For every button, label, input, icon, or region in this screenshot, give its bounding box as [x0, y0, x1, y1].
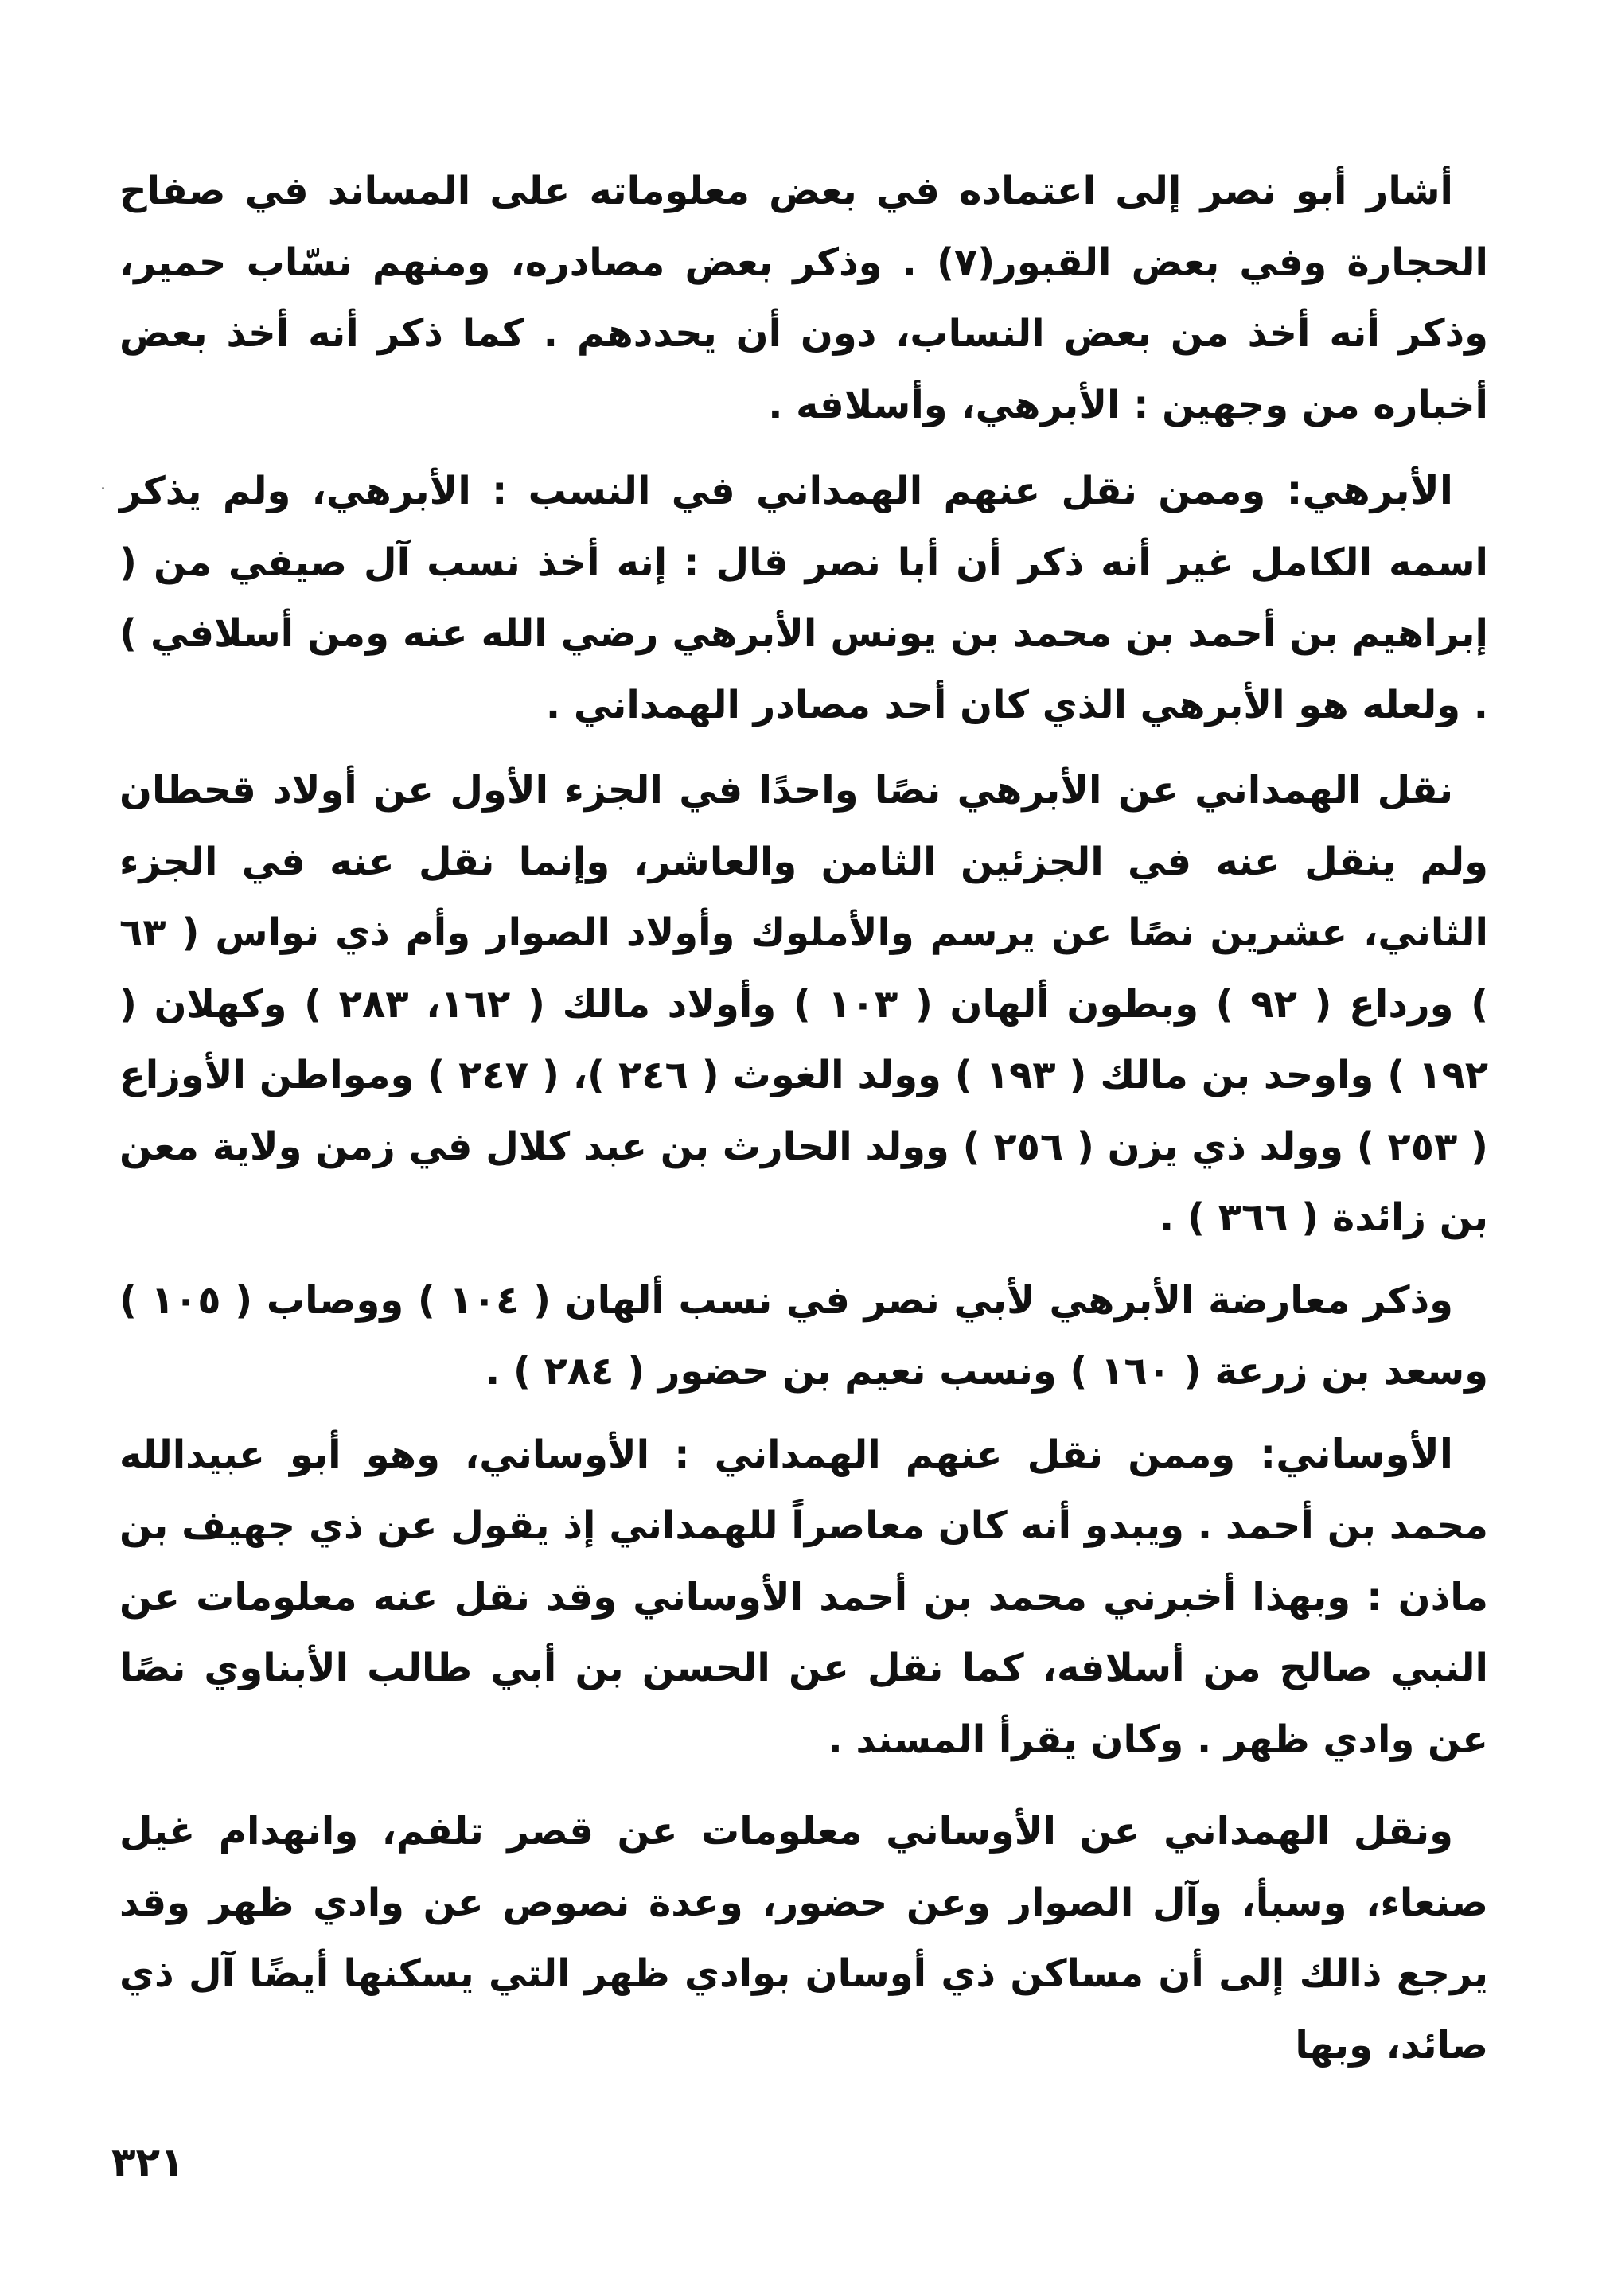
paragraph-4 — [119, 1265, 1488, 1408]
paragraph-1-text: أشار أبو نصر إلى اعتماده في بعض معلوماته على المساند في صفاح الحجارة وفي بعض القبور(٧) . وذكر بعض مصادره، ومنهم نسّاب حمير، وذكر أنه أخذ من بعض النساب، دون أن يحددهم . كما ذكر أنه أخذ بعض أخباره من وجهين : الأبرهي، وأسلافه . — [119, 169, 1488, 427]
paragraph-2-text: وممن نقل عنهم الهمداني في النسب : الأبرهي، ولم يذكر اسمه الكامل غير أنه ذكر أن أبا نصر قال : إنه أخذ نسب آل صيفي من ( إبراهيم بن أحمد بن محمد بن يونس الأبرهي رضي الله عنه ومن أسلافي ) . ولعله هو الأبرهي الذي كان أحد مصادر الهمداني . — [119, 469, 1488, 727]
paragraph-4-text: وذكر معارضة الأبرهي لأبي نصر في نسب ألهان ( ١٠٤ ) ووصاب ( ١٠٥ ) وسعد بن زرعة ( ١٦٠ ) ونسب نعيم بن حضور ( ٢٨٤ ) . — [119, 1277, 1488, 1394]
paragraph-5-lead: الأوساني: — [1260, 1430, 1453, 1477]
paragraph-3-text: نقل الهمداني عن الأبرهي نصًا واحدًا في الجزء الأول عن أولاد قحطان ولم ينقل عنه في الجزئين الثامن والعاشر، وإنما نقل عنه في الجزء الثاني، عشرين نصًا عن يرسم والأملوك وأولاد الصوار وأم ذي نواس ( ٦٣ ) ورداع ( ٩٢ ) وبطون ألهان ( ١٠٣ ) وأولاد مالك ( ١٦٢، ٢٨٣ ) وكهلان ( ١٩٢ ) واوحد بن مالك ( ١٩٣ ) وولد الغوث ( ٢٤٦ )، ( ٢٤٧ ) ومواطن الأوزاع ( ٢٥٣ ) وولد ذي يزن ( ٢٥٦ ) وولد الحارث بن عبد كلال في زمن ولاية معن بن زائدة ( ٣٦٦ ) . — [119, 768, 1489, 1240]
margin-dot — [102, 487, 104, 489]
paragraph-6 — [119, 1796, 1488, 2081]
paragraph-6-text: ونقل الهمداني عن الأوساني معلومات عن قصر تلفم، وانهدام غيل صنعاء، وسبأ، وآل الصوار وعن حضور، وعدة نصوص عن وادي ظهر وقد يرجع ذالك إلى أن مساكن ذي أوسان بوادي ظهر التي يسكنها أيضًا آل ذي صائد، وبها — [119, 1809, 1488, 2068]
body-text — [119, 156, 1488, 2081]
paragraph-2 — [119, 455, 1488, 741]
paragraph-2-lead: الأبرهي: — [1286, 467, 1453, 513]
paragraph-5-text: وممن نقل عنهم الهمداني : الأوساني، وهو أبو عبيدالله محمد بن أحمد . ويبدو أنه كان معاصراً للهمداني إذ يقول عن ذي جهيف بن ماذن : وبهذا أخبرني محمد بن أحمد الأوساني وقد نقل عنه معلومات عن النبي صالح من أسلافه، كما نقل عن الحسن بن أبي طالب الأبناوي نصًا عن وادي ظهر . وكان يقرأ المسند . — [119, 1432, 1488, 1762]
page-number: ٣٢١ — [111, 2139, 185, 2185]
paragraph-1 — [119, 156, 1488, 441]
paragraph-5 — [119, 1419, 1488, 1776]
paragraph-3 — [119, 755, 1488, 1254]
